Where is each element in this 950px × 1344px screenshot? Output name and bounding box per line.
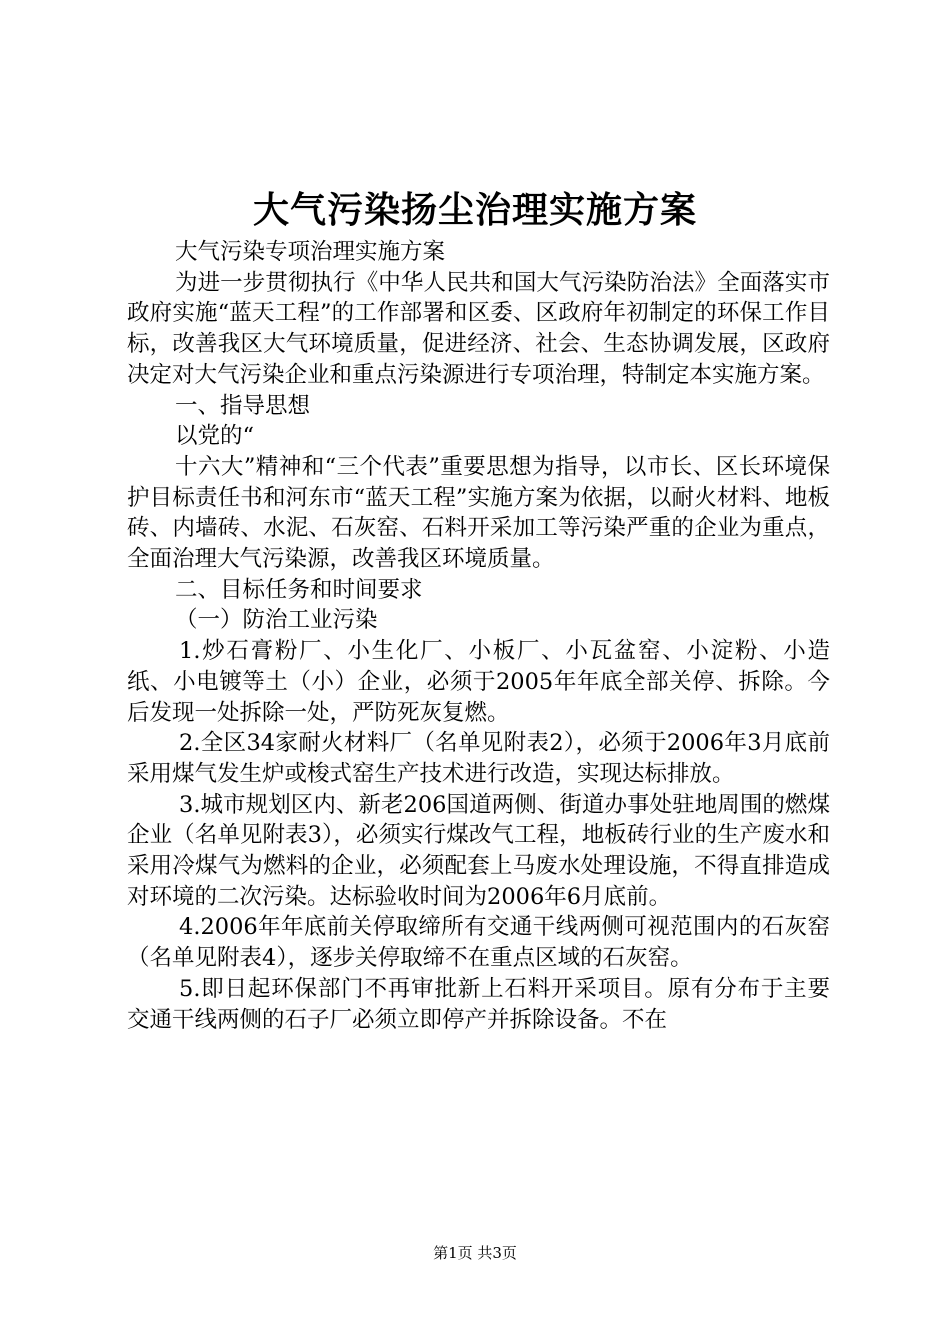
- list-item-5: 5.即日起环保部门不再审批新上石料开采项目。原有分布于主要交通干线两侧的石子厂必须立即停产并拆除设备。不在: [127, 975, 830, 1033]
- section-heading-goals: 二、目标任务和时间要求: [175, 576, 423, 603]
- list-item-2: 2.全区34家耐火材料厂（名单见附表2），必须于2006年3月底前采用煤气发生炉或梭式窑生产技术进行改造，实现达标排放。: [127, 730, 830, 787]
- paragraph-subtitle: 大气污染专项治理实施方案: [175, 239, 446, 265]
- list-item-3: 3.城市规划区内、新老206国道两侧、街道办事处驻地周围的燃煤企业（名单见附表3），必须实行煤改气工程，地板砖行业的生产废水和采用冷煤气为燃料的企业，必须配套上马废水处理设施，不得直排造成对环境的二次污染。达标验收时间为2006年6月底前。: [127, 791, 830, 910]
- subsection-heading-industrial: （一）防治工业污染: [175, 607, 378, 634]
- document-title: 大气污染扬尘治理实施方案: [252, 189, 697, 231]
- paragraph-party-line: 以党的“: [175, 423, 255, 450]
- page-footer: 第1页 共3页: [433, 1244, 517, 1262]
- document-body: [127, 237, 830, 1035]
- paragraph-intro: 为进一步贯彻执行《中华人民共和国大气污染防治法》全面落实市政府实施“蓝天工程”的工作部署和区委、区政府年初制定的环保工作目标，改善我区大气环境质量，促进经济、社会、生态协调发展，区政府决定对大气污染企业和重点污染源进行专项治理，特制定本实施方案。: [127, 269, 830, 388]
- list-item-4: 4.2006年年底前关停取缔所有交通干线两侧可视范围内的石灰窑（名单见附表4），逐步关停取缔不在重点区域的石灰窑。: [127, 914, 830, 972]
- section-heading-guiding-thought: 一、指导思想: [175, 392, 311, 419]
- paragraph-guiding-thought: 十六大”精神和“三个代表”重要思想为指导，以市长、区长环境保护目标责任书和河东市“蓝天工程”实施方案为依据，以耐火材料、地板砖、内墙砖、水泥、石灰窑、石料开采加工等污染严重的企业为重点，全面治理大气污染源，改善我区环境质量。: [127, 453, 830, 573]
- list-item-1: 1.炒石膏粉厂、小生化厂、小板厂、小瓦盆窑、小淀粉、小造纸、小电镀等土（小）企业，必须于2005年年底全部关停、拆除。今后发现一处拆除一处，严防死灰复燃。: [127, 638, 830, 726]
